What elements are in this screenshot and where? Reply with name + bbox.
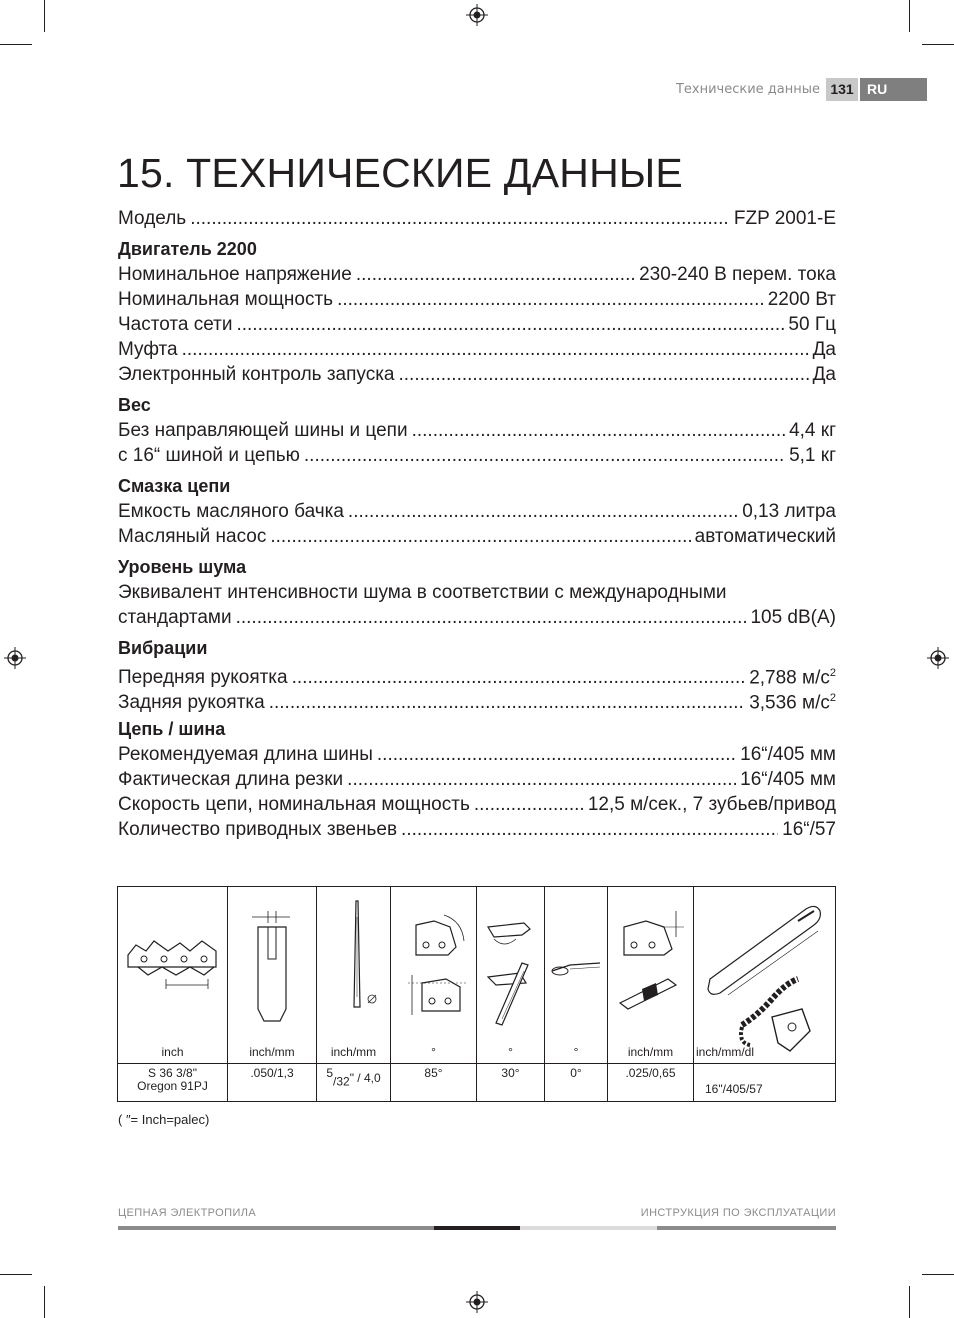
spec-row	[118, 362, 836, 387]
spec-value: FZP 2001-E	[733, 208, 836, 229]
spec-value: Да	[812, 339, 836, 360]
spec-value: Да	[812, 364, 836, 385]
spec-value: 12,5 м/сек., 7 зубьев/привод	[587, 794, 836, 815]
column-header: °	[508, 1045, 513, 1059]
spec-label: Номинальное напряжение	[118, 264, 352, 285]
crop-mark	[909, 1286, 910, 1318]
leader-dots	[190, 206, 730, 231]
language-badge: RU	[860, 78, 927, 101]
header-section-title: Технические данные	[675, 82, 820, 97]
spec-label: Муфта	[118, 339, 178, 360]
spec-value: 16“/57	[782, 819, 836, 840]
spec-row	[118, 262, 836, 287]
spec-row	[118, 817, 836, 842]
spec-label: Фактическая длина резки	[118, 769, 344, 790]
spec-label: Скорость цепи, номинальная мощность	[118, 794, 470, 815]
leader-dots	[292, 665, 746, 690]
table-cell: .050/1,3	[250, 1066, 294, 1080]
crop-mark	[922, 44, 954, 45]
leader-dots	[182, 337, 809, 362]
round-file-icon	[344, 897, 384, 1017]
section-heading: Уровень шума	[118, 557, 247, 577]
spec-text: Эквивалент интенсивности шума в соответствии с международными	[118, 582, 727, 603]
column-header: inch/mm	[330, 1045, 377, 1059]
spec-value: автоматический	[694, 526, 836, 547]
leader-dots	[356, 262, 635, 287]
section-heading: Двигатель 2200	[118, 239, 257, 259]
page-title: 15. ТЕХНИЧЕСКИЕ ДАННЫЕ	[117, 150, 683, 196]
section-heading: Смазка цепи	[118, 476, 231, 496]
registration-mark-icon	[466, 1291, 488, 1313]
leader-dots	[399, 362, 809, 387]
cell-text: " / 4,0	[349, 1071, 381, 1085]
spec-value	[749, 686, 836, 715]
spec-label: Количество приводных звеньев	[118, 819, 398, 840]
footer-manual: ИНСТРУКЦИЯ ПО ЭКСПЛУАТАЦИИ	[640, 1207, 836, 1219]
cell-text: /32	[333, 1074, 350, 1089]
spec-row	[118, 443, 836, 468]
crop-mark	[44, 1286, 45, 1318]
spec-label: Рекомендуемая длина шины	[118, 744, 373, 765]
leader-dots	[236, 605, 747, 630]
registration-mark-icon	[466, 4, 488, 26]
spec-label: Без направляющей шины и цепи	[118, 420, 408, 441]
crop-mark	[0, 44, 32, 45]
file-angle-icon	[482, 913, 542, 1033]
leader-dots	[348, 499, 738, 524]
table-cell: 0°	[570, 1066, 582, 1080]
crop-mark	[0, 1274, 32, 1275]
column-header: inch	[161, 1045, 184, 1059]
top-plate-angle-icon	[406, 907, 472, 1025]
spec-value: 230-240 В перем. тока	[639, 264, 836, 285]
leader-dots	[401, 817, 778, 842]
table-cell	[118, 1067, 227, 1093]
spec-value: 16“/405 мм	[740, 769, 836, 790]
spec-label: Передняя рукоятка	[118, 667, 288, 689]
cell-text: S 36 3/8"	[148, 1066, 197, 1080]
footer-bar	[657, 1226, 836, 1230]
spec-row	[118, 661, 836, 689]
footer-bar	[434, 1226, 520, 1230]
chain-segment-icon	[124, 927, 222, 1007]
registration-mark-icon	[4, 647, 26, 669]
spec-value-text: 3,536 м/с	[749, 692, 830, 714]
chain-spec-table	[117, 886, 836, 1102]
spec-row	[118, 524, 836, 549]
leader-dots	[236, 312, 784, 337]
spec-row	[118, 605, 836, 630]
spec-row	[118, 792, 836, 817]
leader-dots	[412, 418, 785, 443]
spec-label: Электронный контроль запуска	[118, 364, 395, 385]
spec-value: 16“/405 мм	[740, 744, 836, 765]
spec-value-text: 2,788 м/с	[749, 667, 830, 689]
guide-bar-chain-icon	[698, 895, 834, 1059]
leader-dots	[269, 690, 745, 715]
leader-dots	[347, 767, 736, 792]
spec-row	[118, 312, 836, 337]
leader-dots	[270, 524, 690, 549]
spec-label: стандартами	[118, 607, 232, 628]
depth-gauge-icon	[612, 903, 690, 1023]
spec-label: Модель	[118, 208, 187, 229]
spec-list	[118, 206, 836, 842]
spec-value: 50 Гц	[788, 314, 836, 335]
section-heading: Цепь / шина	[118, 719, 226, 739]
spec-label: с 16“ шиной и цепью	[118, 445, 300, 466]
spec-label: Частота сети	[118, 314, 233, 335]
spec-value: 5,1 кг	[789, 445, 836, 466]
spec-row	[118, 418, 836, 443]
footer-bar	[520, 1226, 657, 1230]
leader-dots	[337, 287, 764, 312]
spec-label: Номинальная мощность	[118, 289, 334, 310]
spec-row	[118, 686, 836, 714]
leader-dots	[304, 443, 785, 468]
spec-value: 4,4 кг	[789, 420, 836, 441]
spec-value: 105 dB(A)	[750, 607, 836, 628]
spec-row	[118, 767, 836, 792]
spec-row-model	[118, 206, 836, 231]
superscript: 2	[829, 692, 836, 704]
footnote: ( ″= Inch=palec)	[118, 1112, 210, 1127]
table-divider	[118, 1063, 835, 1064]
crop-mark	[922, 1274, 954, 1275]
spec-label: Задняя рукоятка	[118, 692, 265, 714]
footer-product: ЦЕПНАЯ ЭЛЕКТРОПИЛА	[118, 1207, 257, 1219]
table-cell: 30°	[501, 1066, 520, 1080]
table-divider	[693, 887, 694, 1101]
column-header: °	[431, 1045, 436, 1059]
section-heading: Вибрации	[118, 638, 208, 658]
spec-value: 0,13 литра	[742, 501, 836, 522]
spec-label: Масляный насос	[118, 526, 267, 547]
footer-bar	[118, 1226, 434, 1230]
crop-mark	[909, 0, 910, 32]
drive-link-gauge-icon	[242, 909, 302, 1027]
column-header: °	[573, 1045, 579, 1059]
superscript: 2	[829, 667, 836, 679]
file-holder-icon	[548, 953, 604, 983]
crop-mark	[44, 0, 45, 32]
spec-label: Емкость масляного бачка	[118, 501, 344, 522]
leader-dots	[377, 742, 736, 767]
spec-value: 2200 Вт	[767, 289, 836, 310]
table-cell	[317, 1067, 390, 1088]
table-cell: 16"/405/57	[705, 1082, 763, 1096]
section-heading: Вес	[118, 395, 151, 415]
column-header: inch/mm	[249, 1045, 295, 1059]
registration-mark-icon	[927, 647, 949, 669]
spec-row	[118, 337, 836, 362]
leader-dots	[474, 792, 584, 817]
cell-text: Oregon 91PJ	[137, 1079, 208, 1093]
spec-row	[118, 287, 836, 312]
spec-row	[118, 742, 836, 767]
cell-text: 5	[326, 1066, 334, 1080]
page-number: 131	[826, 78, 858, 101]
table-cell: 85°	[424, 1066, 443, 1080]
column-header: inch/mm	[627, 1045, 674, 1059]
column-header: inch/mm/dl	[696, 1045, 755, 1059]
spec-row	[118, 499, 836, 524]
table-cell: .025/0,65	[625, 1066, 676, 1080]
